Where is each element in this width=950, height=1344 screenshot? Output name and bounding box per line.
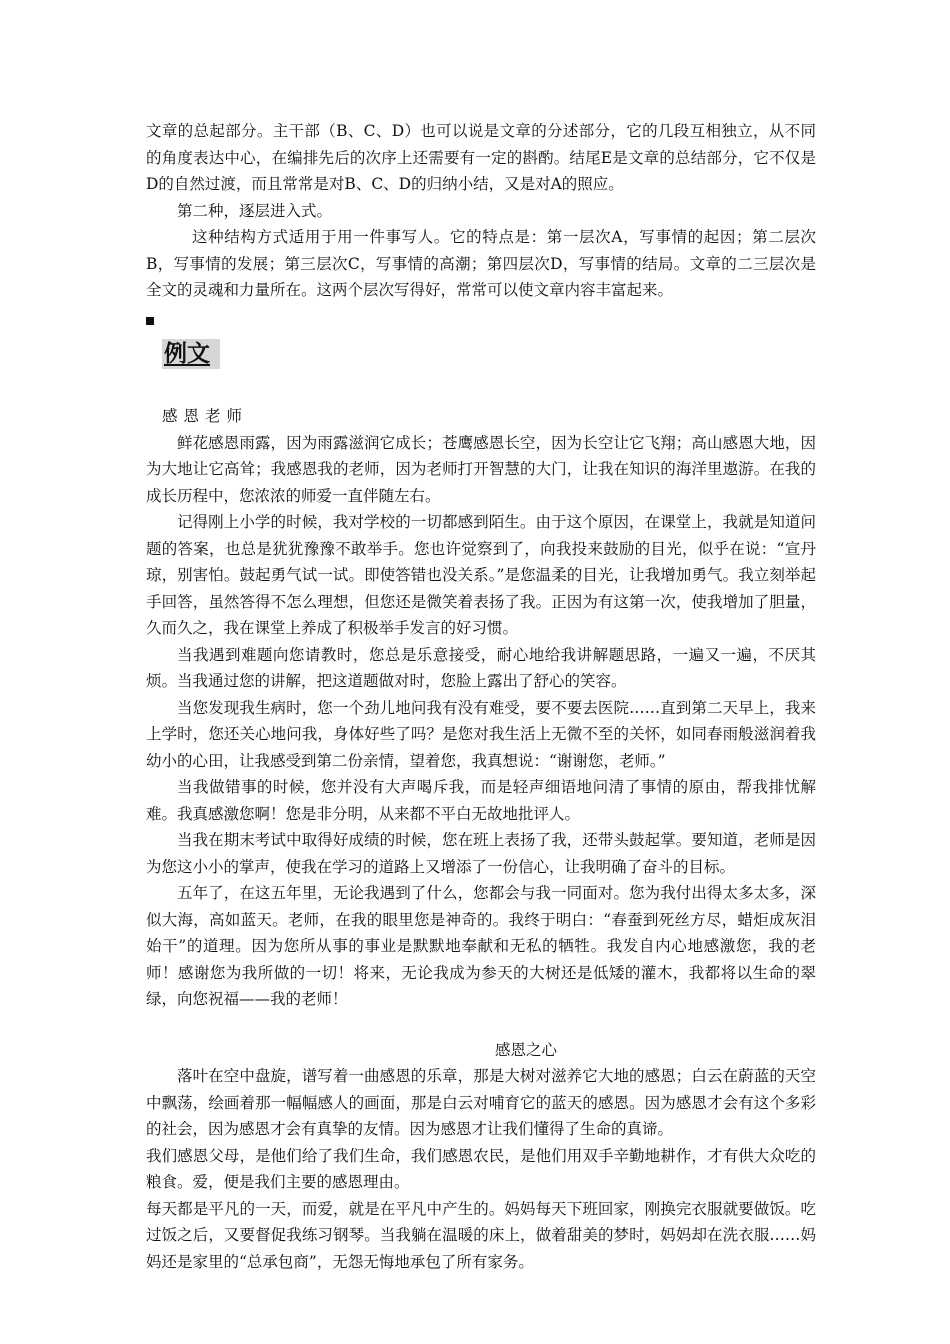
document-body: [146, 118, 816, 1275]
essay1-paragraph: 记得刚上小学的时候，我对学校的一切都感到陌生。由于这个原因，在课堂上，我就是知道问题的答案，也总是犹犹豫豫不敢举手。您也许觉察到了，向我投来鼓励的目光，似乎在说：“宣丹琼，别害怕。鼓起勇气试一试。即使答错也没关系。”是您温柔的目光，让我增加勇气。我立刻举起手回答，虽然答得不怎么理想，但您还是微笑着表扬了我。正因为有这第一次，使我增加了胆量，久而久之，我在课堂上养成了积极举手发言的好习惯。: [146, 513, 816, 637]
essay2-paragraph: 我们感恩父母，是他们给了我们生命，我们感恩农民，是他们用双手辛勤地耕作，才有供大众吃的粮食。爱，便是我们主要的感恩理由。: [146, 1146, 816, 1191]
bullet-square-icon: [146, 317, 154, 325]
essay2-paragraph: 落叶在空中盘旋，谱写着一曲感恩的乐章，那是大树对滋养它大地的感恩；白云在蔚蓝的天空中飘荡，绘画着那一幅幅感人的画面，那是白云对哺育它的蓝天的感恩。因为感恩才会有这个多彩的社会，因为感恩才会有真挚的友情。因为感恩才让我们懂得了生命的真谛。: [146, 1067, 816, 1138]
essay1-paragraph: 当我在期末考试中取得好成绩的时候，您在班上表扬了我，还带头鼓起掌。要知道，老师是因为您这小小的掌声，使我在学习的道路上又增添了一份信心，让我明确了奋斗的目标。: [146, 831, 816, 876]
section-heading-example: 例文: [162, 339, 220, 369]
essay1-title: 感恩老师: [162, 407, 249, 425]
intro-paragraph-structure: 文章的总起部分。主干部（B、C、D）也可以说是文章的分述部分，它的几段互相独立，从不同的角度表达中心，在编排先后的次序上还需要有一定的斟酌。结尾E是文章的总结部分，它不仅是D的自然过渡，而且常常是对B、C、D的归纳小结，又是对A的照应。: [146, 122, 816, 193]
essay2-paragraph: 每天都是平凡的一天，而爱，就是在平凡中产生的。妈妈每天下班回家，刚换完衣服就要做饭。吃过饭之后，又要督促我练习钢琴。当我躺在温暖的床上，做着甜美的梦时，妈妈却在洗衣服……妈妈还是家里的“总承包商”，无怨无悔地承包了所有家务。: [146, 1199, 816, 1271]
essay1-paragraph: 当我做错事的时候，您并没有大声喝斥我，而是轻声细语地问清了事情的原由，帮我排忧解难。我真感激您啊！您是非分明，从来都不平白无故地批评人。: [146, 778, 816, 823]
intro-type2-heading: 第二种，逐层进入式。: [177, 201, 333, 220]
essay1-paragraph: 当您发现我生病时，您一个劲儿地问我有没有难受，要不要去医院……直到第二天早上，我来上学时，您还关心地问我，身体好些了吗？是您对我生活上无微不至的关怀，如同春雨般滋润着我幼小的心田，让我感受到第二份亲情，望着您，我真想说：“谢谢您，老师。”: [146, 698, 816, 770]
essay1-paragraph: 五年了，在这五年里，无论我遇到了什么，您都会与我一同面对。您为我付出得太多太多，深似大海，高如蓝天。老师，在我的眼里您是神奇的。我终于明白：“春蚕到死丝方尽，蜡炬成灰泪始干”的道理。因为您所从事的事业是默默地奉献和无私的牺牲。我发自内心地感激您，我的老师！感谢您为我所做的一切！将来，无论我成为参天的大树还是低矮的灌木，我都将以生命的翠绿，向您祝福——我的老师！: [146, 884, 816, 1008]
essay1-paragraph: 鲜花感恩雨露，因为雨露滋润它成长；苍鹰感恩长空，因为长空让它飞翔；高山感恩大地，因为大地让它高耸；我感恩我的老师，因为老师打开智慧的大门，让我在知识的海洋里遨游。在我的成长历程中，您浓浓的师爱一直伴随左右。: [146, 433, 816, 505]
intro-type2-body: 这种结构方式适用于用一件事写人。它的特点是：第一层次A，写事情的起因；第二层次B，写事情的发展；第三层次C，写事情的高潮；第四层次D，写事情的结局。文章的二三层次是全文的灵魂和力量所在。这两个层次写得好，常常可以使文章内容丰富起来。: [146, 228, 816, 299]
essay1-paragraph: 当我遇到难题向您请教时，您总是乐意接受，耐心地给我讲解题思路，一遍又一遍，不厌其烦。当我通过您的讲解，把这道题做对时，您脸上露出了舒心的笑容。: [146, 645, 816, 690]
essay2-title: 感恩之心: [494, 1040, 557, 1059]
